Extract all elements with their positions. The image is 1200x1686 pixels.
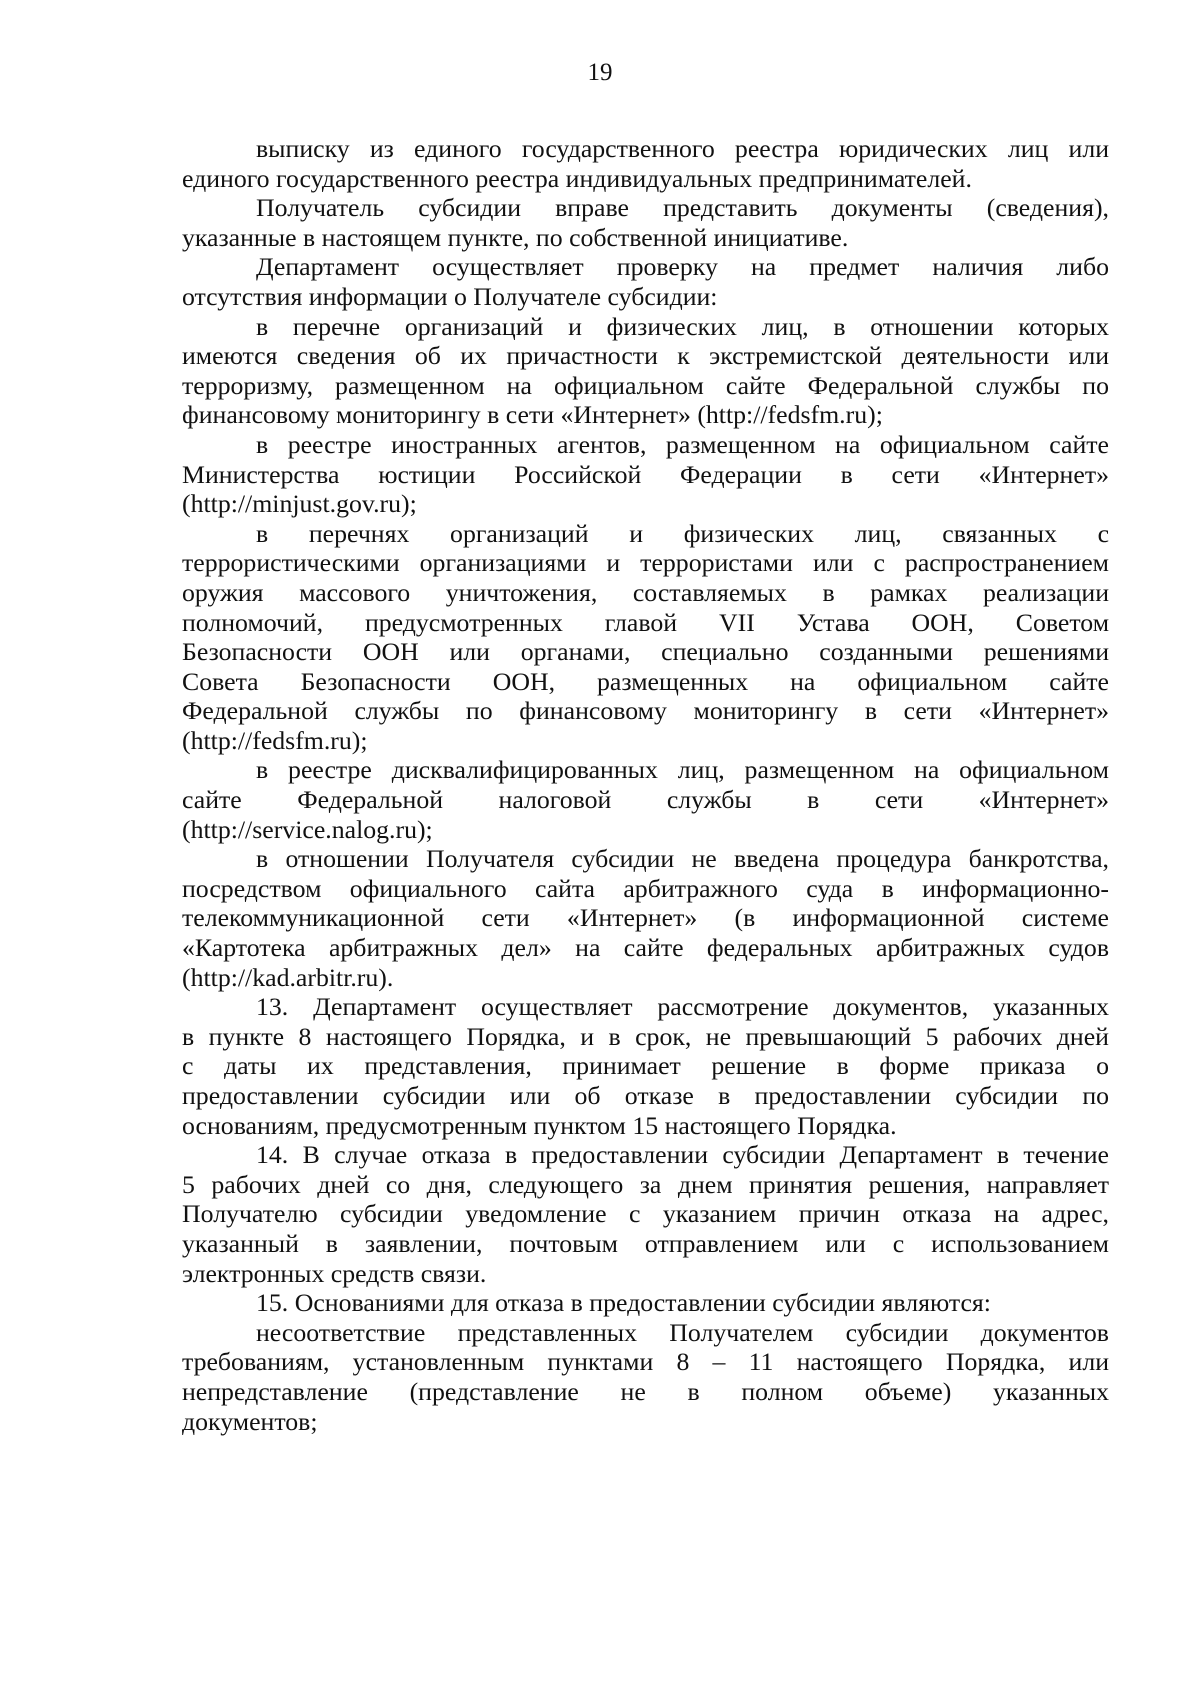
text-line: отсутствия информации о Получателе субсидии:	[182, 281, 718, 311]
text-line: финансовому мониторингу в сети «Интернет» (http://fedsfm.ru);	[182, 400, 883, 430]
text-line: выписку из единого государственного реестра юридических лиц или	[256, 134, 1110, 163]
text-line: Министерства юстиции Российской Федерации в сети «Интернет»	[182, 459, 1109, 489]
text-line: (http://minjust.gov.ru);	[182, 489, 417, 519]
text-line: Получателю субсидии уведомление с указанием причин отказа на адрес,	[182, 1199, 1110, 1229]
text-line: единого государственного реестра индивидуальных предпринимателей.	[182, 163, 972, 193]
text-line: сайте Федеральной налоговой службы в сети «Интернет»	[182, 785, 1110, 815]
text-line: с даты их представления, принимает решение в форме приказа о	[182, 1051, 1110, 1081]
text-line: (http://fedsfm.ru);	[182, 725, 368, 755]
text-line: в перечне организаций и физических лиц, в отношении которых	[256, 311, 1109, 341]
text-line: (http://service.nalog.ru);	[182, 814, 433, 844]
text-line: в отношении Получателя субсидии не введена процедура банкротства,	[256, 844, 1110, 874]
text-line: Безопасности ООН или органами, специально созданными решениями	[182, 637, 1110, 667]
text-line: в реестре иностранных агентов, размещенном на официальном сайте	[256, 429, 1109, 459]
text-line: предоставлении субсидии или об отказе в предоставлении субсидии по	[182, 1081, 1110, 1110]
text-line: Совета Безопасности ООН, размещенных на официальном сайте	[182, 666, 1109, 696]
text-line: 5 рабочих дней со дня, следующего за днем принятия решения, направляет	[182, 1169, 1109, 1199]
text-line: телекоммуникационной сети «Интернет» (в информационной системе	[182, 903, 1110, 933]
text-line: Департамент осуществляет проверку на предмет наличия либо	[256, 252, 1109, 282]
text-line: 14. В случае отказа в предоставлении субсидии Департамент в течение	[256, 1140, 1109, 1170]
text-line: непредставление (представление не в полном объеме) указанных	[182, 1376, 1110, 1406]
text-line: 15. Основаниями для отказа в предоставлении субсидии являются:	[256, 1288, 991, 1318]
text-line: указанный в заявлении, почтовым отправлением или с использованием	[182, 1228, 1109, 1258]
text-line: в перечнях организаций и физических лиц, связанных с	[256, 518, 1110, 548]
text-line: Получатель субсидии вправе представить документы (сведения),	[256, 193, 1109, 223]
text-line: в реестре дисквалифицированных лиц, размещенном на официальном	[256, 755, 1110, 785]
text-line: Федеральной службы по финансовому мониторингу в сети «Интернет»	[182, 696, 1110, 726]
text-line: (http://kad.arbitr.ru).	[182, 962, 394, 992]
text-line: посредством официального сайта арбитражного суда в информационно-	[182, 873, 1110, 903]
text-line: несоответствие представленных Получателем субсидии документов	[256, 1317, 1109, 1347]
text-line: требованиям, установленным пунктами 8 – 11 настоящего Порядка, или	[182, 1347, 1109, 1377]
text-line: оружия массового уничтожения, составляемых в рамках реализации	[182, 577, 1110, 607]
text-line: имеются сведения об их причастности к экстремистской деятельности или	[182, 341, 1110, 371]
document-body	[182, 134, 1109, 1436]
text-line: терроризму, размещенном на официальном сайте Федеральной службы по	[182, 370, 1109, 400]
text-line: электронных средств связи.	[182, 1258, 487, 1288]
text-line: 13. Департамент осуществляет рассмотрение документов, указанных	[256, 992, 1109, 1022]
text-line: основаниям, предусмотренным пунктом 15 настоящего Порядка.	[182, 1110, 897, 1140]
text-line: «Картотека арбитражных дел» на сайте федеральных арбитражных судов	[182, 933, 1109, 963]
page-number: 19	[587, 59, 613, 86]
text-line: террористическими организациями и террористами или с распространением	[182, 548, 1109, 578]
text-line: полномочий, предусмотренных главой VII Устава ООН, Советом	[182, 607, 1110, 637]
text-line: документов;	[182, 1406, 318, 1436]
text-line: указанные в настоящем пункте, по собственной инициативе.	[182, 222, 849, 252]
text-line: в пункте 8 настоящего Порядка, и в срок, не превышающий 5 рабочих дней	[182, 1021, 1109, 1051]
